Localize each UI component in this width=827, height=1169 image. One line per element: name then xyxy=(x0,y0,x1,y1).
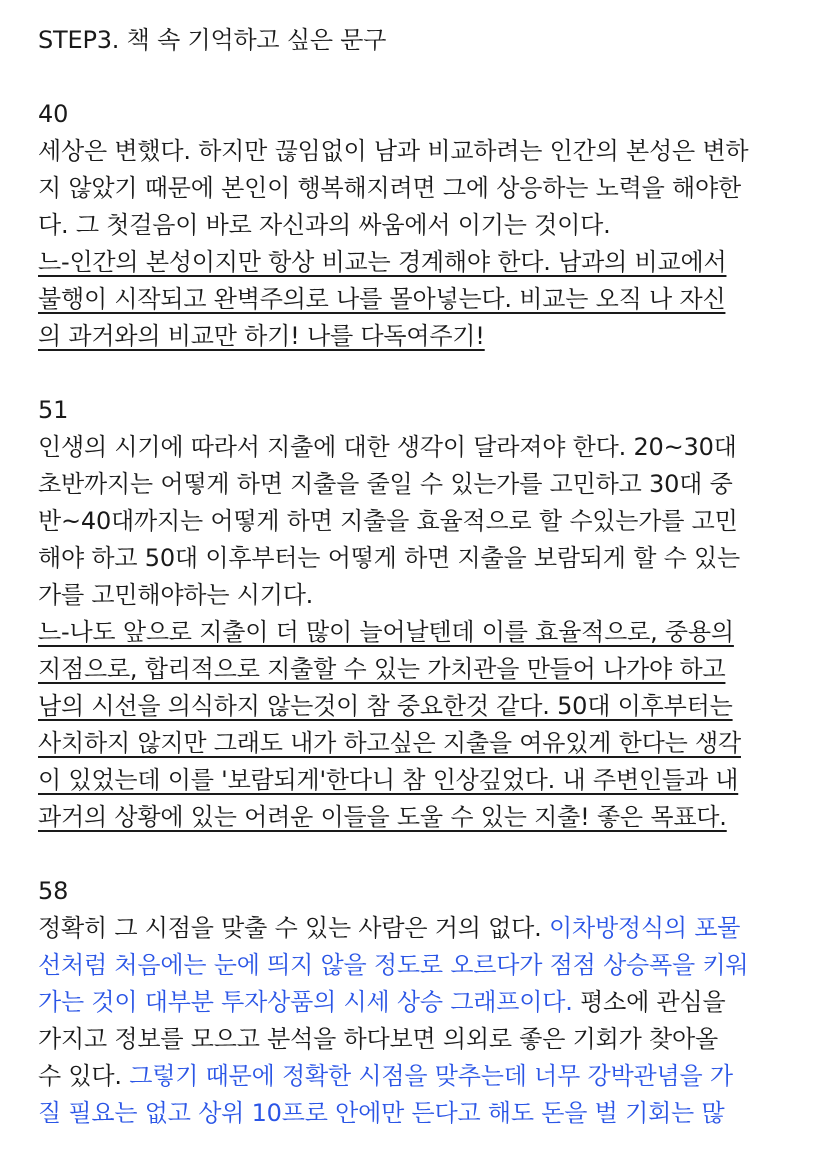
reflection-line: 의 과거와의 비교만 하기! 나를 다독여주기! xyxy=(38,322,485,350)
reflection-line: 느-인간의 본성이지만 항상 비교는 경계해야 한다. 남과의 비교에서 xyxy=(38,248,727,276)
quote-line xyxy=(38,947,789,984)
quote-line: 인생의 시기에 따라서 지출에 대한 생각이 달라져야 한다. 20~30대 xyxy=(38,433,737,461)
quote-line: 세상은 변했다. 하지만 끊임없이 남과 비교하려는 인간의 본성은 변하 xyxy=(38,137,749,165)
quote-line xyxy=(38,1095,789,1132)
highlighted-text: 선처럼 처음에는 눈에 띄지 않을 정도로 오르다가 점점 상승폭을 키워 xyxy=(38,951,749,979)
reflection-line: 이 있었는데 이를 '보람되게'한다니 참 인상깊었다. 내 주변인들과 내 xyxy=(38,766,739,794)
highlighted-text: 가는 것이 대부분 투자상품의 시세 상승 그래프이다. xyxy=(38,988,573,1016)
page-title: STEP3. 책 속 기억하고 싶은 문구 xyxy=(38,26,387,54)
quote-section-58 xyxy=(38,873,789,1132)
page-number: 58 xyxy=(38,877,69,905)
quote-line: 초반까지는 어떻게 하면 지출을 줄일 수 있는가를 고민하고 30대 중 xyxy=(38,470,733,498)
quote-mixed-lines xyxy=(38,910,789,1132)
spacer xyxy=(38,59,789,96)
quote-section-51 xyxy=(38,392,789,836)
reflection-line: 불행이 시작되고 완벽주의로 나를 몰아넣는다. 비교는 오직 나 자신 xyxy=(38,285,726,313)
quote-line xyxy=(38,1021,789,1058)
quote-line xyxy=(38,984,789,1021)
quote-line: 반~40대까지는 어떻게 하면 지출을 효율적으로 할 수있는가를 고민 xyxy=(38,507,738,535)
quote-line: 지 않았기 때문에 본인이 행복해지려면 그에 상응하는 노력을 해야한 xyxy=(38,174,741,202)
reflection-line: 느-나도 앞으로 지출이 더 많이 늘어날텐데 이를 효율적으로, 중용의 xyxy=(38,618,734,646)
highlighted-text: 그렇기 때문에 정확한 시점을 맞추는데 너무 강박관념을 가 xyxy=(129,1062,733,1090)
quote-text: 평소에 관심을 xyxy=(572,988,726,1016)
quote-text: 가지고 정보를 모으고 분석을 하다보면 의외로 좋은 기회가 찾아올 xyxy=(38,1025,718,1053)
quote-line xyxy=(38,910,789,947)
spacer xyxy=(38,836,789,873)
highlighted-text: 이차방정식의 포물 xyxy=(548,914,741,942)
reflection-line: 사치하지 않지만 그래도 내가 하고싶은 지출을 여유있게 한다는 생각 xyxy=(38,729,741,757)
reflection-line: 과거의 상황에 있는 어려운 이들을 도울 수 있는 지출! 좋은 목표다. xyxy=(38,803,727,831)
quote-text: 정확히 그 시점을 맞출 수 있는 사람은 거의 없다. xyxy=(38,914,549,942)
quote-line xyxy=(38,1058,789,1095)
reflection-line: 지점으로, 합리적으로 지출할 수 있는 가치관을 만들어 나가야 하고 xyxy=(38,655,726,683)
highlighted-text: 질 필요는 없고 상위 10프로 안에만 든다고 해도 돈을 벌 기회는 많 xyxy=(38,1099,725,1127)
quote-text: 수 있다. xyxy=(38,1062,130,1090)
quote-section-40 xyxy=(38,96,789,355)
page-number: 40 xyxy=(38,100,69,128)
quote-line: 해야 하고 50대 이후부터는 어떻게 하면 지출을 보람되게 할 수 있는 xyxy=(38,544,741,572)
page-number: 51 xyxy=(38,396,69,424)
reflection-line: 남의 시선을 의식하지 않는것이 참 중요한것 같다. 50대 이후부터는 xyxy=(38,692,733,720)
quote-line: 가를 고민해야하는 시기다. xyxy=(38,581,314,609)
quote-line: 다. 그 첫걸음이 바로 자신과의 싸움에서 이기는 것이다. xyxy=(38,211,611,239)
spacer xyxy=(38,355,789,392)
